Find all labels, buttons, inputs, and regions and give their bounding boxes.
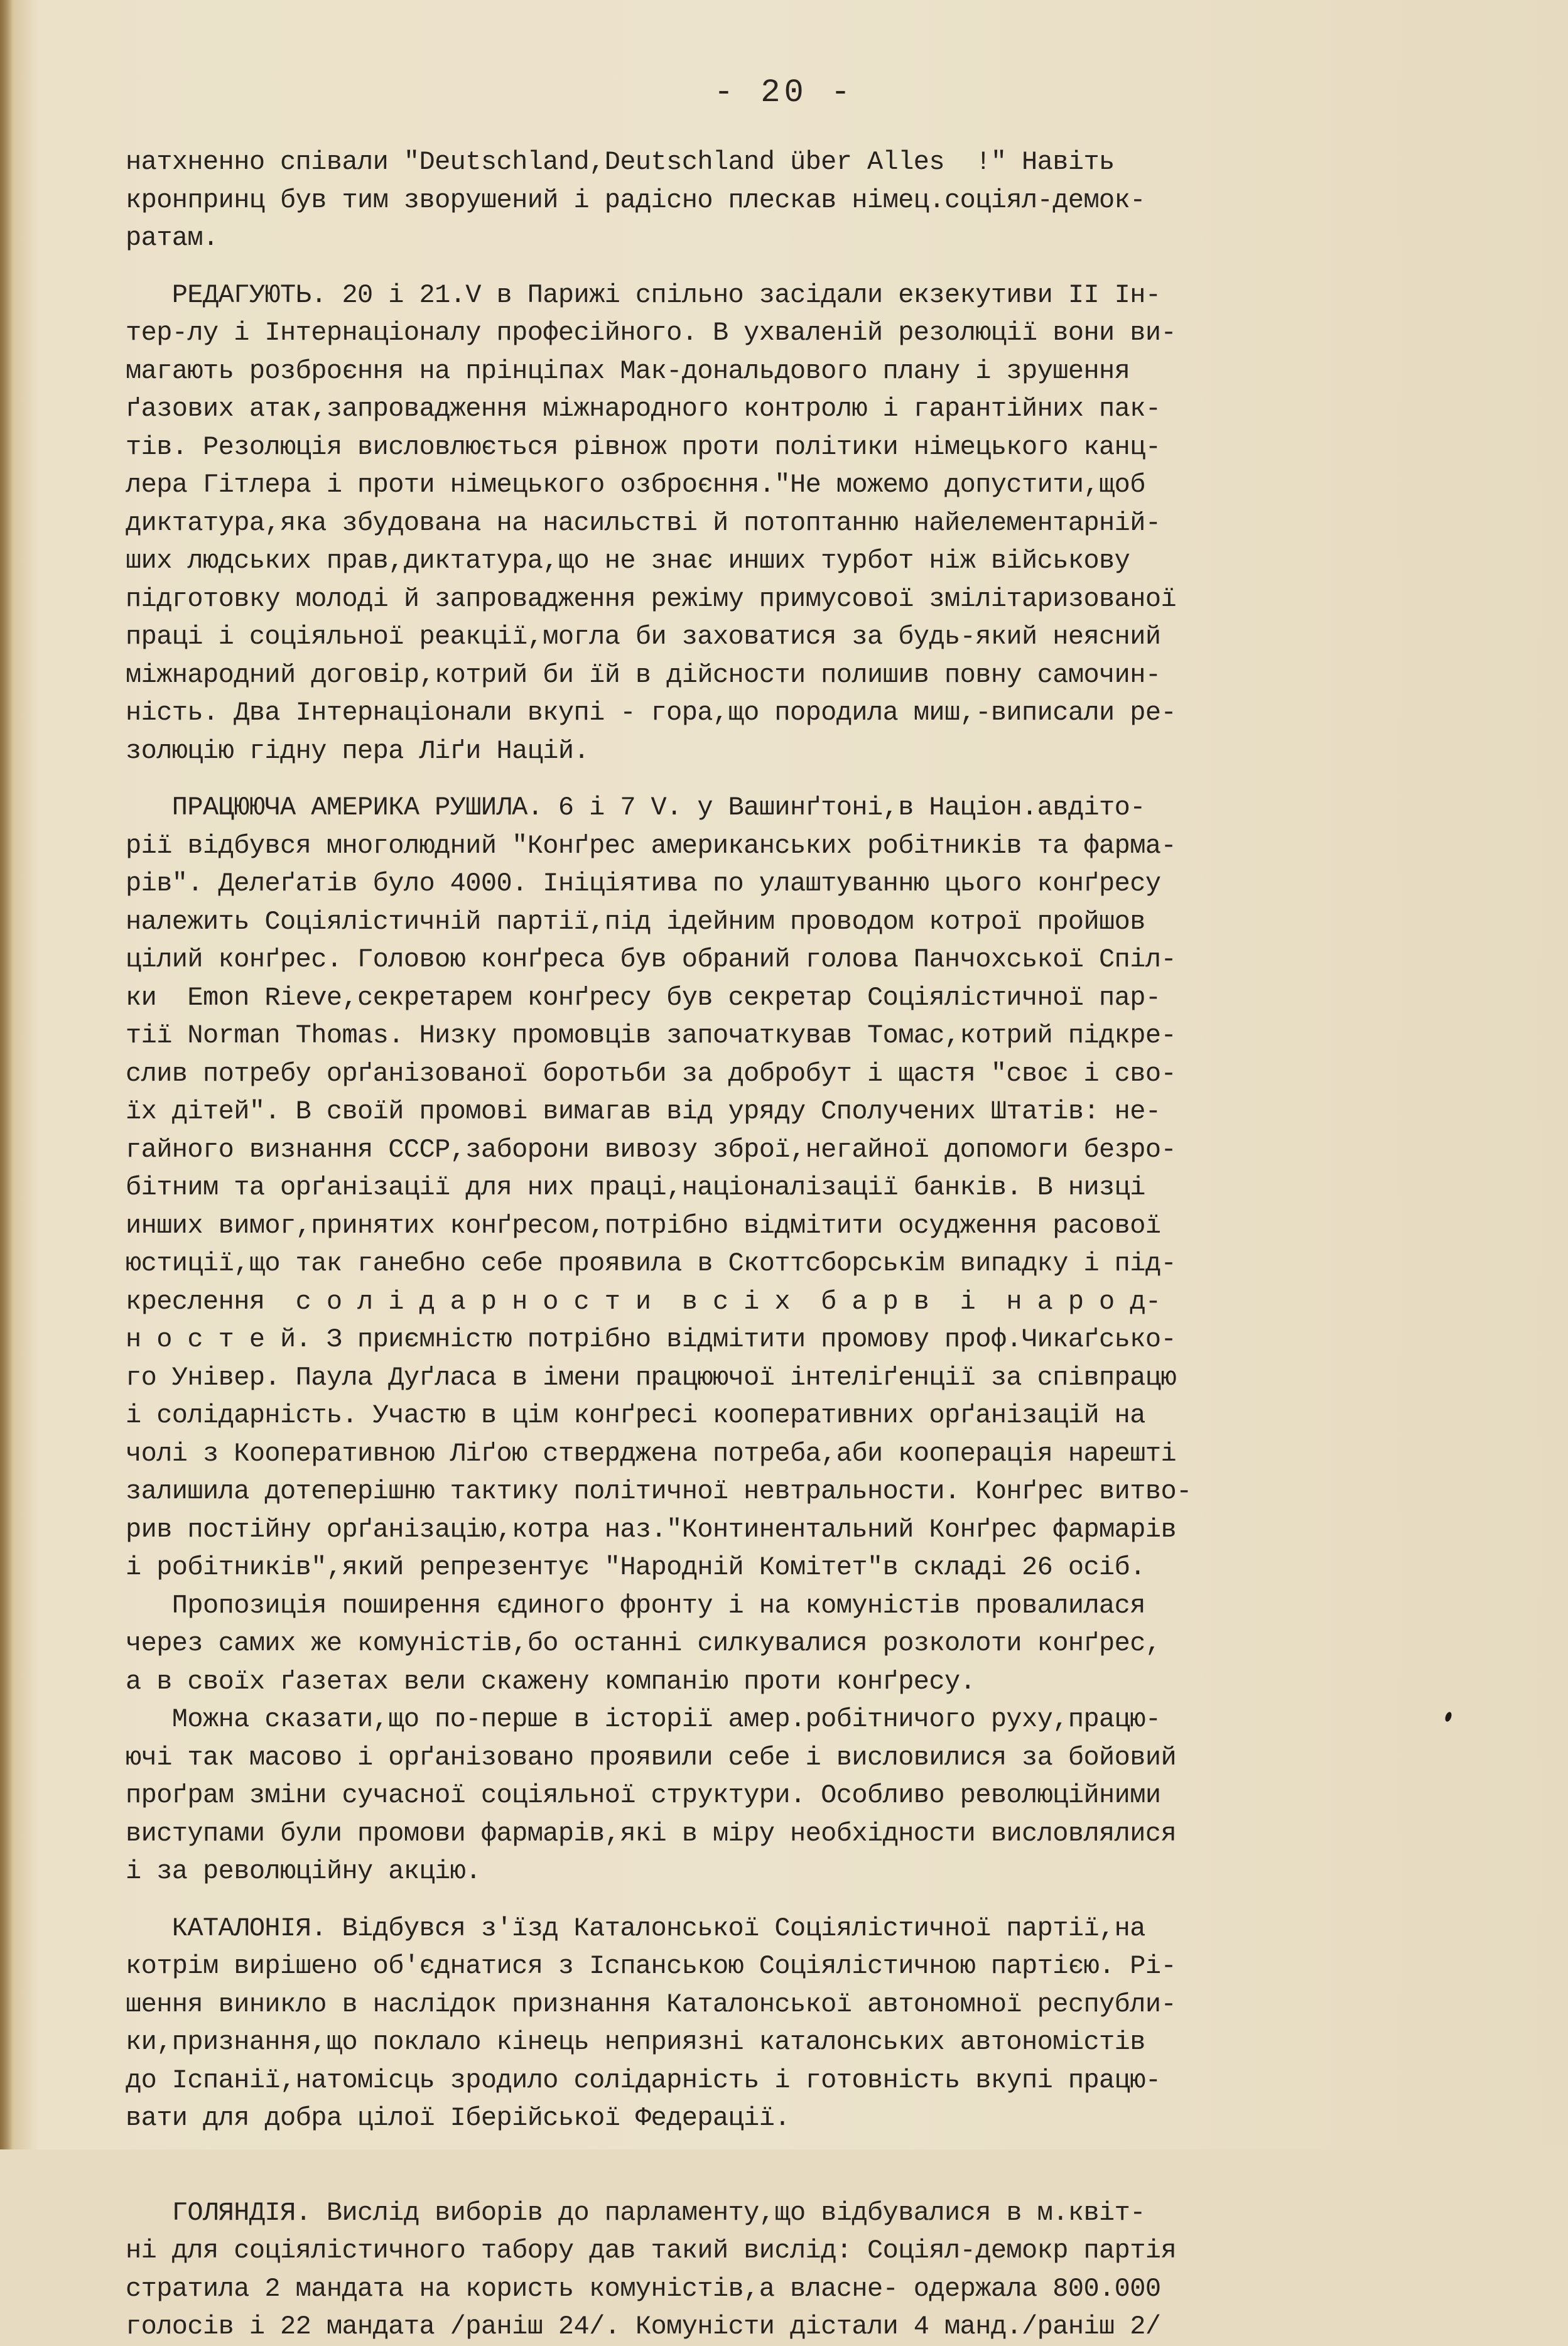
text-line: ших людських прав,диктатура,що не знає инших турбот ніж військову	[126, 546, 1130, 576]
text-line: тер-лу і Інтернаціоналу професійного. В ухваленій резолюції вони ви-	[126, 318, 1177, 348]
text-line: праці і соціяльної реакції,могла би заховатися за будь-який неясний	[126, 622, 1161, 652]
text-line: Можна сказати,що по-перше в історії амер.робітничого руху,працю-	[126, 1704, 1161, 1734]
text-line: проґрам зміни сучасної соціяльної структури. Особливо революційними	[126, 1780, 1161, 1810]
text-line: золюцію гідну пера Ліґи Націй.	[126, 735, 590, 766]
text-line: Пропозиція поширення єдиного фронту і на комуністів провалилася	[126, 1590, 1145, 1621]
text-line: ки Emon Rieve,секретарем конґресу був секретар Соціялістичної пар-	[126, 982, 1161, 1013]
text-line: юстиції,що так ганебно себе проявила в Скоттсборськім випадку і під-	[126, 1248, 1177, 1278]
text-line: кронпринц був тим зворушений і радісно плескав німец.соціял-демок-	[126, 185, 1145, 215]
text-line: ючі так масово і орґанізовано проявили себе і висловилися за бойовий	[126, 1742, 1177, 1773]
text-line: і робітників",який репрезентує "Народній Комітет"в складі 26 осіб.	[126, 1552, 1145, 1582]
text-line: а в своїх ґазетах вели скажену компанію проти конґресу.	[126, 1666, 976, 1697]
text-line: до Іспанії,натомісць зродило солідарність і готовність вкупі працю-	[126, 2065, 1161, 2095]
paragraph-holland	[126, 2194, 1413, 2346]
text-line: ПРАЦЮЮЧА АМЕРИКА РУШИЛА. 6 і 7 V. у Вашинґтоні,в Націон.авдіто-	[126, 792, 1145, 823]
text-line: рив постійну орґанізацію,котра наз."Континентальний Конґрес фармарів	[126, 1514, 1177, 1545]
text-line: инших вимог,принятих конґресом,потрібно відмітити осудження расової	[126, 1210, 1161, 1241]
document-body	[126, 143, 1413, 2346]
text-line: ки,признання,що поклало кінець неприязні каталонських автономістів	[126, 2027, 1145, 2057]
text-line: рів". Делеґатів було 4000. Ініціятива по улаштуванню цього конґресу	[126, 868, 1161, 899]
text-line: натхненно співали "Deutschland,Deutschland über Alles !" Навіть	[126, 147, 1115, 177]
paragraph-america	[126, 789, 1413, 1587]
text-line: і за революційну акцію.	[126, 1856, 481, 1886]
ink-spot	[1444, 1711, 1453, 1722]
text-line: креслення с о л і д а р н о с т и в с і х б а р в і н а р о д-	[126, 1286, 1161, 1317]
text-line: підготовку молоді й запровадження режіму примусової змілітаризованої	[126, 583, 1177, 614]
text-line: ні для соціялістичного табору дав такий вислід: Соціял-демокр партія	[126, 2235, 1177, 2266]
text-line: ратам.	[126, 223, 219, 253]
text-line: виступами були промови фармарів,які в міру необхідности висловлялися	[126, 1818, 1177, 1849]
text-line: РЕДАГУЮТЬ. 20 і 21.V в Парижі спільно засідали екзекутиви II Ін-	[126, 279, 1161, 310]
text-line: диктатура,яка збудована на насильстві й потоптанню найелементарній-	[126, 507, 1161, 538]
text-line: ність. Два Інтернаціонали вкупі - гора,що породила миш,-виписали ре-	[126, 698, 1177, 728]
text-line: голосів і 22 мандата /раніш 24/. Комуністи дістали 4 манд./раніш 2/	[126, 2311, 1161, 2342]
text-line: котрім вирішено об'єднатися з Іспанською Соціялістичною партією. Рі-	[126, 1951, 1177, 1981]
text-line: шення виникло в наслідок признання Каталонської автономної республи-	[126, 1989, 1177, 2019]
text-line: ґазових атак,запровадження міжнародного контролю і гарантійних пак-	[126, 394, 1161, 424]
text-line: слив потребу орґанізованої боротьби за добробут і щастя "своє і сво-	[126, 1058, 1177, 1089]
paragraph-catalonia	[126, 1910, 1413, 2138]
text-line: міжнародний договір,котрий би їй в дійсности полишив повну самочин-	[126, 659, 1161, 690]
paragraph-first-time	[126, 1700, 1413, 1891]
text-line: і солідарність. Участю в цім конґресі кооперативних орґанізацій на	[126, 1400, 1145, 1430]
paragraph-united-front	[126, 1587, 1413, 1701]
text-line: лера Гітлера і проти німецького озброєння."Не можемо допустити,щоб	[126, 470, 1145, 500]
text-line: ГОЛЯНДІЯ. Вислід виборів до парламенту,що відбувалися в м.квіт-	[126, 2197, 1145, 2228]
text-line: через самих же комуністів,бо останні силкувалися розколоти конґрес,	[126, 1628, 1161, 1658]
text-line: бітним та орґанізації для них праці,націоналізації банків. В низці	[126, 1172, 1145, 1203]
page-number: - 20 -	[713, 74, 855, 111]
text-line: цілий конґрес. Головою конґреса був обраний голова Панчохської Спіл-	[126, 944, 1177, 975]
paragraph-internationals	[126, 276, 1413, 770]
text-line: магають розброєння на прінціпах Мак-дональдового плану і зрушення	[126, 355, 1130, 386]
text-line: КАТАЛОНІЯ. Відбувся з'їзд Каталонської Соціялістичної партії,на	[126, 1913, 1145, 1943]
text-line: їх дітей". В своїй промові вимагав від уряду Сполучених Штатів: не-	[126, 1096, 1161, 1127]
text-line: го Унівeр. Паула Дуґласа в імени працюючої інтеліґенції за співпрацю	[126, 1362, 1177, 1393]
text-line: вати для добра цілої Іберійської Федерації.	[126, 2103, 790, 2133]
text-line: стратила 2 мандата на користь комуністів,а власне- одержала 800.000	[126, 2273, 1161, 2304]
text-line: тії Norman Thomas. Низку промовців започаткував Томас,котрий підкре-	[126, 1020, 1177, 1051]
text-line: тів. Резолюція висловлюється рівнож проти політики німецького канц-	[126, 431, 1161, 462]
page-edge-shadow	[0, 0, 13, 2149]
text-line: рії відбувся многолюдний "Конґрес американських робітників та фарма-	[126, 830, 1177, 861]
text-line: гайного визнання СССР,заборони вивозу зброї,негайної допомоги безро-	[126, 1134, 1177, 1165]
text-line: н о с т е й. З приємністю потрібно відмітити промову проф.Чикаґсько-	[126, 1324, 1177, 1354]
text-line: належить Соціялістичній партії,під ідейним проводом котрої пройшов	[126, 906, 1145, 937]
text-line: чолі з Кооперативною Ліґою стверджена потреба,аби кооперація нарешті	[126, 1438, 1177, 1469]
paragraph-intro	[126, 143, 1413, 257]
text-line: залишила дотеперішню тактику політичної невтральности. Конґрес витво-	[126, 1476, 1192, 1506]
